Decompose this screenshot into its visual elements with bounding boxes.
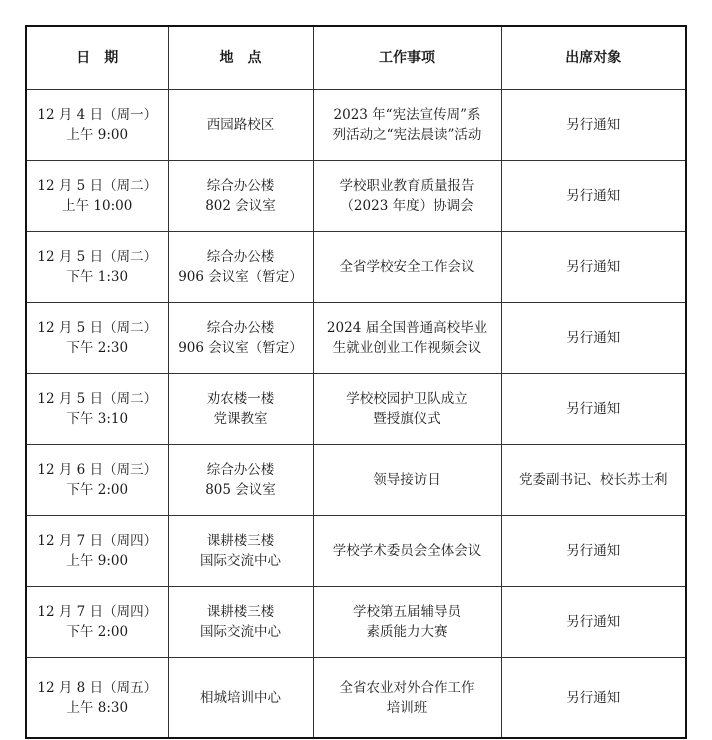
schedule-table <box>25 25 687 739</box>
header-attendees: 出席对象 <box>501 26 686 90</box>
location-cell <box>168 516 313 587</box>
location-cell <box>168 374 313 445</box>
item-line: 全省农业对外合作工作 <box>339 679 475 696</box>
date-line: 12 月 6 日（周三） <box>37 462 158 478</box>
location-line: 劝农楼一楼 <box>206 391 275 407</box>
location-line: 课耕楼三楼 <box>206 533 275 549</box>
location-line: 国际交流中心 <box>200 553 281 569</box>
item-line: 暨授旗仪式 <box>373 411 441 427</box>
location-line: 西园路校区 <box>206 117 275 133</box>
table-row <box>26 90 686 161</box>
attendees-line: 党委副书记、校长苏士利 <box>519 472 668 488</box>
location-line: 综合办公楼 <box>206 462 275 478</box>
item-cell <box>313 161 501 232</box>
table-row <box>26 516 686 587</box>
item-cell <box>313 658 501 739</box>
item-cell <box>313 303 501 374</box>
location-cell <box>168 161 313 232</box>
attendees-line: 另行通知 <box>566 543 621 559</box>
attendees-line: 另行通知 <box>566 689 621 706</box>
attendees-cell <box>501 303 686 374</box>
table-row <box>26 374 686 445</box>
date-line: 下午 3:10 <box>66 411 129 427</box>
date-line: 12 月 4 日（周一） <box>37 107 158 123</box>
item-line: 素质能力大赛 <box>366 624 448 640</box>
item-cell <box>313 516 501 587</box>
date-line: 12 月 5 日（周二） <box>37 320 158 336</box>
date-cell <box>26 232 168 303</box>
date-cell <box>26 303 168 374</box>
location-cell <box>168 445 313 516</box>
item-line: 学校职业教育质量报告 <box>339 178 475 194</box>
location-line: 805 会议室 <box>205 482 276 498</box>
table-row <box>26 587 686 658</box>
date-line: 上午 9:00 <box>66 127 129 143</box>
date-line: 下午 2:30 <box>66 340 129 356</box>
attendees-line: 另行通知 <box>566 330 621 346</box>
location-line: 综合办公楼 <box>206 178 275 194</box>
header-item: 工作事项 <box>313 26 501 90</box>
date-line: 下午 2:00 <box>66 624 129 640</box>
location-cell <box>168 303 313 374</box>
item-line: 2024 届全国普通高校毕业 <box>326 320 488 336</box>
attendees-line: 另行通知 <box>566 614 621 630</box>
item-cell <box>313 232 501 303</box>
date-line: 上午 8:30 <box>66 699 129 716</box>
date-cell <box>26 587 168 658</box>
location-line: 党课教室 <box>213 411 268 427</box>
table-row <box>26 161 686 232</box>
item-line: 列活动之“宪法晨读”活动 <box>332 127 482 143</box>
header-row <box>26 26 686 90</box>
date-cell <box>26 658 168 739</box>
table-body <box>26 90 686 739</box>
location-line: 802 会议室 <box>205 198 276 214</box>
date-line: 12 月 5 日（周二） <box>37 249 158 265</box>
item-line: 生就业创业工作视频会议 <box>332 340 482 356</box>
attendees-line: 另行通知 <box>566 259 621 275</box>
attendees-cell <box>501 161 686 232</box>
item-cell <box>313 445 501 516</box>
location-cell <box>168 90 313 161</box>
table-row <box>26 232 686 303</box>
attendees-cell <box>501 90 686 161</box>
date-line: 下午 1:30 <box>66 269 129 285</box>
table-row <box>26 303 686 374</box>
date-cell <box>26 516 168 587</box>
date-line: 12 月 7 日（周四） <box>37 604 158 620</box>
item-line: 2023 年“宪法宣传周”系 <box>333 107 481 123</box>
header-location: 地 点 <box>168 26 313 90</box>
attendees-line: 另行通知 <box>566 401 621 417</box>
date-cell <box>26 374 168 445</box>
location-line: 课耕楼三楼 <box>206 604 275 620</box>
attendees-cell <box>501 587 686 658</box>
item-cell <box>313 587 501 658</box>
attendees-line: 另行通知 <box>566 117 621 133</box>
date-cell <box>26 90 168 161</box>
date-line: 下午 2:00 <box>66 482 129 498</box>
location-line: 国际交流中心 <box>200 624 281 640</box>
item-line: 学校校园护卫队成立 <box>346 391 468 407</box>
date-cell <box>26 445 168 516</box>
location-line: 相城培训中心 <box>200 689 281 706</box>
attendees-line: 另行通知 <box>566 188 621 204</box>
location-cell <box>168 587 313 658</box>
attendees-cell <box>501 516 686 587</box>
attendees-cell <box>501 658 686 739</box>
attendees-cell <box>501 445 686 516</box>
item-cell <box>313 90 501 161</box>
date-line: 12 月 8 日（周五） <box>37 679 158 696</box>
header-date: 日 期 <box>26 26 168 90</box>
item-line: 全省学校安全工作会议 <box>339 259 475 275</box>
location-line: 906 会议室（暂定） <box>178 340 303 356</box>
table-row <box>26 445 686 516</box>
location-line: 906 会议室（暂定） <box>178 269 303 285</box>
location-cell <box>168 232 313 303</box>
attendees-cell <box>501 232 686 303</box>
table-row <box>26 658 686 739</box>
date-line: 上午 9:00 <box>66 553 129 569</box>
date-line: 上午 10:00 <box>62 198 133 214</box>
item-line: 学校学术委员会全体会议 <box>332 543 482 559</box>
item-line: 领导接访日 <box>373 472 441 488</box>
date-line: 12 月 7 日（周四） <box>37 533 158 549</box>
item-line: 学校第五届辅导员 <box>353 604 461 620</box>
date-cell <box>26 161 168 232</box>
date-line: 12 月 5 日（周二） <box>37 178 158 194</box>
item-line: （2023 年度）协调会 <box>340 198 474 214</box>
attendees-cell <box>501 374 686 445</box>
item-line: 培训班 <box>386 699 428 716</box>
location-line: 综合办公楼 <box>206 320 275 336</box>
date-line: 12 月 5 日（周二） <box>37 391 158 407</box>
location-line: 综合办公楼 <box>206 249 275 265</box>
item-cell <box>313 374 501 445</box>
location-cell <box>168 658 313 739</box>
